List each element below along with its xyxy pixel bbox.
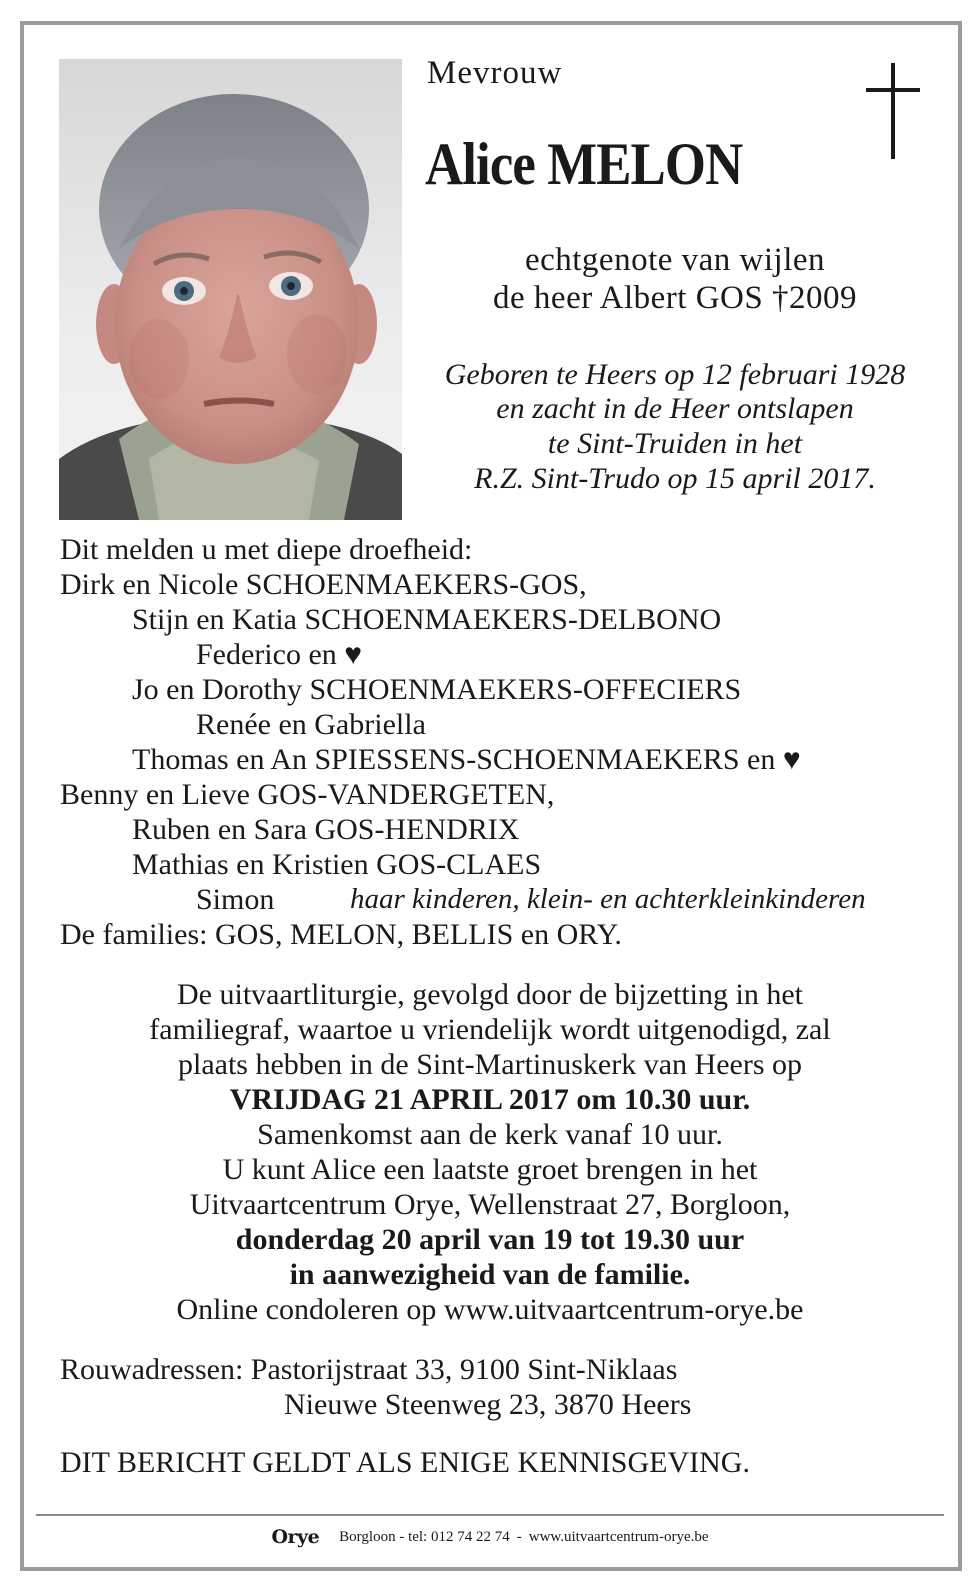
family-intro: Dit melden u met diepe droefheid: <box>60 533 473 566</box>
footer-separator: - <box>516 1529 522 1545</box>
notice-line: DIT BERICHT GELDT ALS ENIGE KENNISGEVING. <box>60 1446 750 1479</box>
spouse-line-1: echtgenote van wijlen <box>524 242 826 278</box>
address-line-1: Rouwadressen: Pastorijstraat 33, 9100 Sint-Niklaas <box>60 1353 678 1386</box>
visit-line-1: U kunt Alice een laatste groet brengen in het <box>222 1153 758 1186</box>
portrait-illustration <box>59 59 402 520</box>
visit-line-2: Uitvaartcentrum Orye, Wellenstraat 27, Borgloon, <box>189 1188 791 1221</box>
deceased-name: Alice MELON <box>425 131 743 197</box>
portrait-photo <box>59 59 402 520</box>
born-line-2: en zacht in de Heer ontslapen <box>496 392 854 425</box>
footer-divider <box>36 1514 944 1516</box>
family-line: Benny en Lieve GOS-VANDERGETEN, <box>60 778 555 811</box>
footer <box>0 1526 980 1548</box>
family-line: Stijn en Katia SCHOENMAEKERS-DELBONO <box>132 603 722 636</box>
ceremony-date: VRIJDAG 21 APRIL 2017 om 10.30 uur. <box>229 1083 751 1116</box>
gathering-line: Samenkomst aan de kerk vanaf 10 uur. <box>257 1118 723 1151</box>
families-line: De families: GOS, MELON, BELLIS en ORY. <box>60 918 622 951</box>
visit-date: donderdag 20 april van 19 tot 19.30 uur <box>235 1223 745 1256</box>
family-line: Mathias en Kristien GOS-CLAES <box>132 848 542 881</box>
footer-website: www.uitvaartcentrum-orye.be <box>528 1529 709 1545</box>
family-line: Thomas en An SPIESSENS-SCHOENMAEKERS en ♥ <box>132 743 801 776</box>
ceremony-line-1: De uitvaartliturgie, gevolgd door de bijzetting in het <box>177 978 803 1011</box>
visit-presence: in aanwezigheid van de familie. <box>289 1258 691 1291</box>
address-line-2: Nieuwe Steenweg 23, 3870 Heers <box>284 1388 692 1421</box>
family-line: Simon <box>196 883 275 916</box>
ceremony-line-2: familiegraf, waartoe u vriendelijk wordt uitgenodigd, zal <box>149 1013 831 1046</box>
orye-logo: Orye <box>271 1526 320 1548</box>
online-condolence: Online condoleren op www.uitvaartcentrum-orye.be <box>176 1293 804 1326</box>
footer-contact: Borgloon - tel: 012 74 22 74 <box>339 1529 510 1545</box>
ceremony-line-3: plaats hebben in de Sint-Martinuskerk van Heers op <box>177 1048 802 1081</box>
family-line: Renée en Gabriella <box>196 708 426 741</box>
spouse-line-2: de heer Albert GOS †2009 <box>493 280 857 316</box>
born-line-4: R.Z. Sint-Trudo op 15 april 2017. <box>474 462 876 495</box>
family-line: Dirk en Nicole SCHOENMAEKERS-GOS, <box>60 568 587 601</box>
family-line: Federico en ♥ <box>196 638 363 671</box>
born-line-3: te Sint-Truiden in het <box>547 427 803 460</box>
cross-icon <box>866 63 920 159</box>
born-line-1: Geboren te Heers op 12 februari 1928 <box>444 358 906 391</box>
title-prefix: Mevrouw <box>427 55 563 91</box>
family-line: Jo en Dorothy SCHOENMAEKERS-OFFECIERS <box>132 673 742 706</box>
family-line: Ruben en Sara GOS-HENDRIX <box>132 813 520 846</box>
relation-note: haar kinderen, klein- en achterkleinkinderen <box>350 883 866 915</box>
